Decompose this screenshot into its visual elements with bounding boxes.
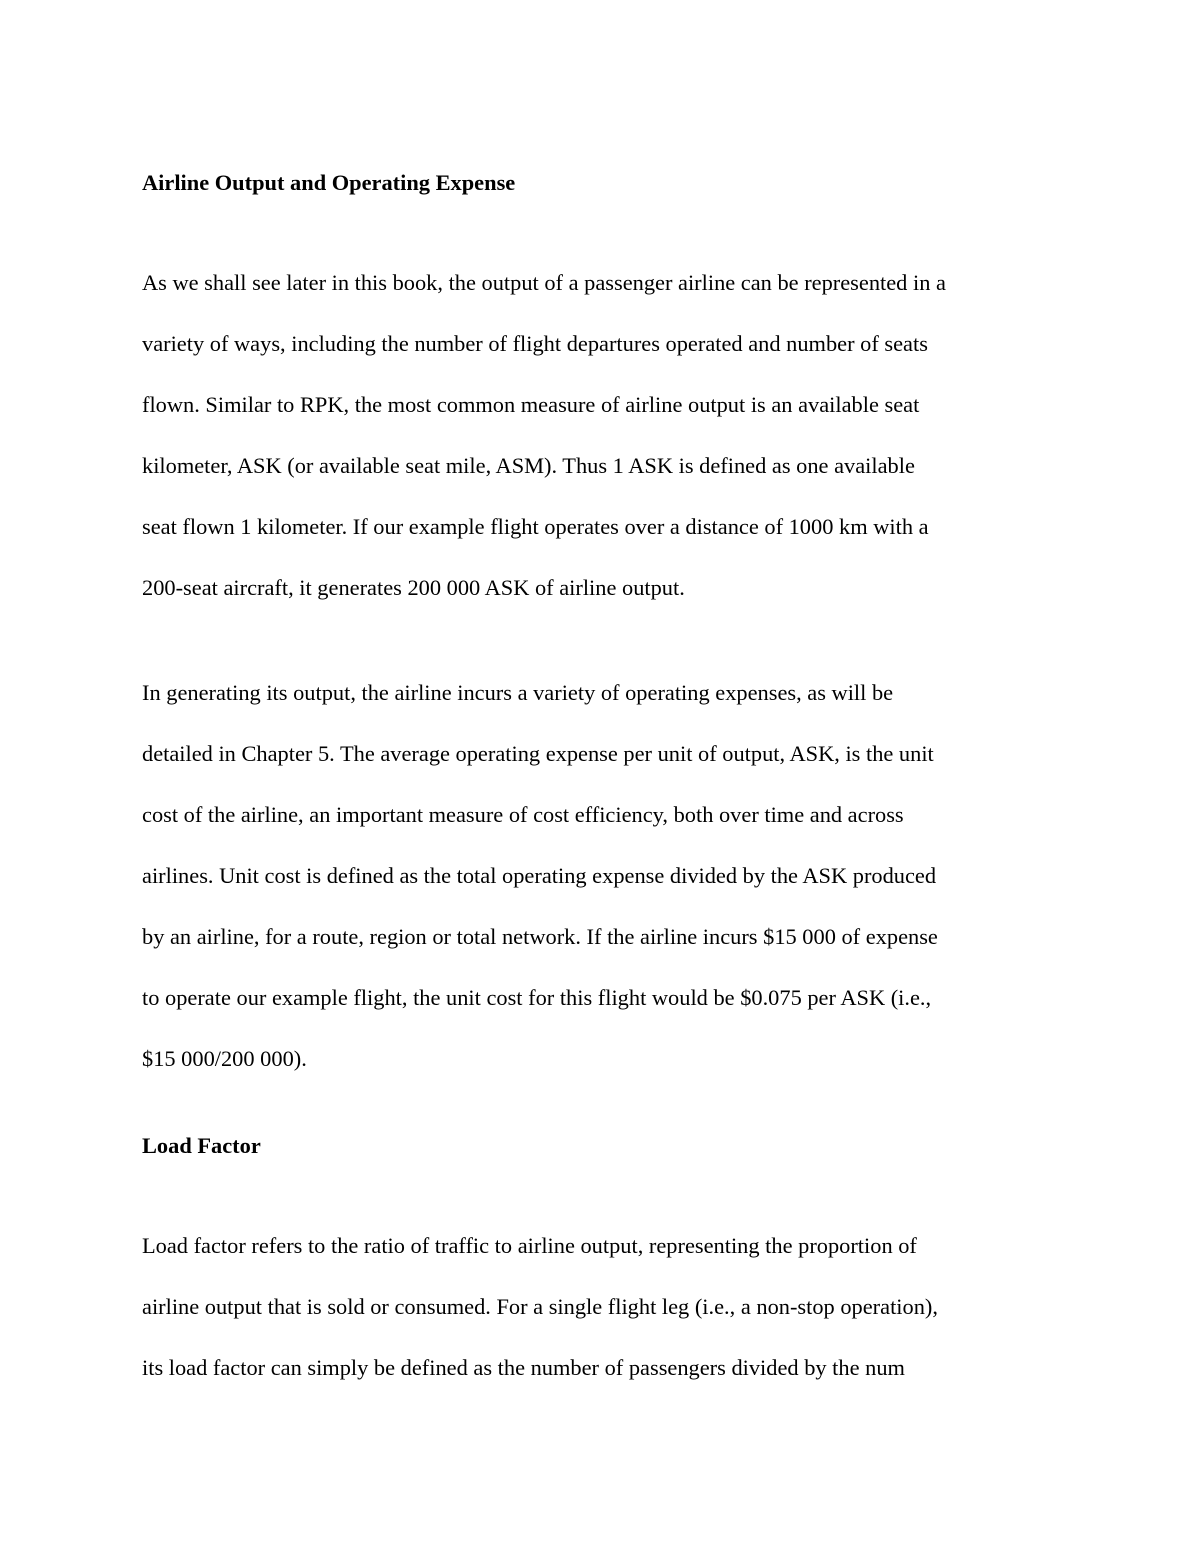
- text-line: In generating its output, the airline incurs a variety of operating expenses, as will be: [142, 680, 894, 705]
- text-line: 200-seat aircraft, it generates 200 000 ASK of airline output.: [142, 575, 685, 600]
- text-line: Load factor refers to the ratio of traffic to airline output, representing the proportion of: [142, 1233, 917, 1258]
- text-line: airlines. Unit cost is defined as the total operating expense divided by the ASK produced: [142, 863, 937, 888]
- text-line: As we shall see later in this book, the output of a passenger airline can be represented in a: [142, 270, 946, 295]
- text-line: $15 000/200 000).: [142, 1046, 307, 1071]
- text-line: variety of ways, including the number of flight departures operated and number of seats: [142, 331, 928, 356]
- paragraph-operating-expense: [142, 662, 1062, 1089]
- text-line: kilometer, ASK (or available seat mile, ASM). Thus 1 ASK is defined as one available: [142, 453, 915, 478]
- text-line: detailed in Chapter 5. The average operating expense per unit of output, ASK, is the unit: [142, 741, 934, 766]
- text-line: its load factor can simply be defined as the number of passengers divided by the num: [142, 1355, 905, 1380]
- text-line: cost of the airline, an important measure of cost efficiency, both over time and across: [142, 802, 904, 827]
- text-line: seat flown 1 kilometer. If our example flight operates over a distance of 1000 km with a: [142, 514, 929, 539]
- section-heading-airline-output: Airline Output and Operating Expense: [142, 170, 516, 195]
- document-body: [142, 164, 1062, 1442]
- paragraph-airline-output: [142, 252, 1062, 618]
- section-heading-load-factor: Load Factor: [142, 1133, 261, 1158]
- paragraph-load-factor: [142, 1215, 1062, 1398]
- text-line: airline output that is sold or consumed. For a single flight leg (i.e., a non-stop operation),: [142, 1294, 938, 1319]
- text-line: to operate our example flight, the unit cost for this flight would be $0.075 per ASK (i.e.,: [142, 985, 932, 1010]
- text-line: by an airline, for a route, region or total network. If the airline incurs $15 000 of expense: [142, 924, 938, 949]
- text-line: flown. Similar to RPK, the most common measure of airline output is an available seat: [142, 392, 920, 417]
